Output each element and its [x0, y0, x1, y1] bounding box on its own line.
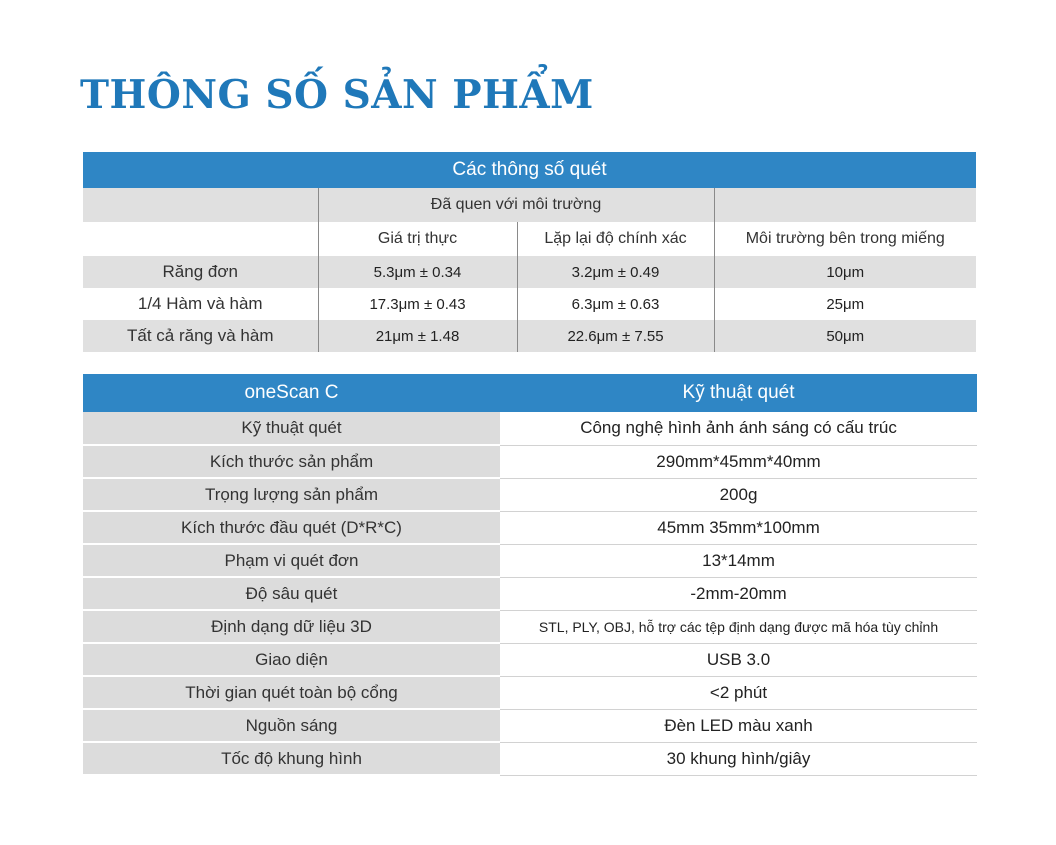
- row-value: 22.6μm ± 7.55: [517, 320, 714, 352]
- table-row: [83, 610, 977, 643]
- spec-header-model: oneScan C: [83, 374, 500, 412]
- row-value: 6.3μm ± 0.63: [517, 288, 714, 320]
- table-row: [83, 320, 976, 352]
- row-value: 5.3μm ± 0.34: [318, 256, 517, 288]
- scan-table-blank-cell: [714, 188, 976, 222]
- column-header-intraoral: Môi trường bên trong miếng: [714, 222, 976, 256]
- spec-value: 45mm 35mm*100mm: [500, 511, 977, 544]
- row-label: Răng đơn: [83, 256, 318, 288]
- spec-value: 30 khung hình/giây: [500, 742, 977, 775]
- table-row: [83, 577, 977, 610]
- row-value: 10μm: [714, 256, 976, 288]
- table-row: [83, 256, 976, 288]
- spec-value: <2 phút: [500, 676, 977, 709]
- spec-value: 290mm*45mm*40mm: [500, 445, 977, 478]
- row-value: 17.3μm ± 0.43: [318, 288, 517, 320]
- table-row: [83, 709, 977, 742]
- spec-label: Nguồn sáng: [83, 709, 500, 742]
- table-row: [83, 643, 977, 676]
- spec-label: Kích thước đầu quét (D*R*C): [83, 511, 500, 544]
- spec-value: USB 3.0: [500, 643, 977, 676]
- table-row: [83, 544, 977, 577]
- row-label: Tất cả răng và hàm: [83, 320, 318, 352]
- spec-value: Đèn LED màu xanh: [500, 709, 977, 742]
- table-row: [83, 676, 977, 709]
- spec-label: Giao diện: [83, 643, 500, 676]
- spec-value: 13*14mm: [500, 544, 977, 577]
- table-row: [83, 445, 977, 478]
- scan-table-blank-cell: [83, 222, 318, 256]
- column-header-true-value: Giá trị thực: [318, 222, 517, 256]
- row-value: 25μm: [714, 288, 976, 320]
- table-row: [83, 742, 977, 775]
- spec-label: Tốc độ khung hình: [83, 742, 500, 775]
- row-value: 3.2μm ± 0.49: [517, 256, 714, 288]
- table-row: [83, 511, 977, 544]
- column-header-repeatability: Lặp lại độ chính xác: [517, 222, 714, 256]
- scan-parameters-table: [83, 152, 976, 352]
- table-row: [83, 478, 977, 511]
- spec-label: Độ sâu quét: [83, 577, 500, 610]
- scan-table-blank-cell: [83, 188, 318, 222]
- row-value: 50μm: [714, 320, 976, 352]
- spec-label: Kích thước sản phẩm: [83, 445, 500, 478]
- spec-value: 200g: [500, 478, 977, 511]
- spec-header-technique: Kỹ thuật quét: [500, 374, 977, 412]
- product-spec-table: [83, 374, 977, 776]
- spec-label: Trọng lượng sản phẩm: [83, 478, 500, 511]
- table-row: [83, 288, 976, 320]
- row-value: 21μm ± 1.48: [318, 320, 517, 352]
- scan-table-title: Các thông số quét: [83, 152, 976, 188]
- scan-table-group-header: Đã quen với môi trường: [318, 188, 714, 222]
- page-title: THÔNG SỐ SẢN PHẨM: [80, 72, 594, 118]
- spec-label: Thời gian quét toàn bộ cổng: [83, 676, 500, 709]
- spec-label: Định dạng dữ liệu 3D: [83, 610, 500, 643]
- spec-label: Phạm vi quét đơn: [83, 544, 500, 577]
- row-label: 1/4 Hàm và hàm: [83, 288, 318, 320]
- spec-label: Kỹ thuật quét: [83, 412, 500, 445]
- table-row: [83, 412, 977, 445]
- spec-value: STL, PLY, OBJ, hỗ trợ các tệp định dạng được mã hóa tùy chỉnh: [500, 610, 977, 643]
- spec-value: Công nghệ hình ảnh ánh sáng có cấu trúc: [500, 412, 977, 445]
- spec-value: -2mm-20mm: [500, 577, 977, 610]
